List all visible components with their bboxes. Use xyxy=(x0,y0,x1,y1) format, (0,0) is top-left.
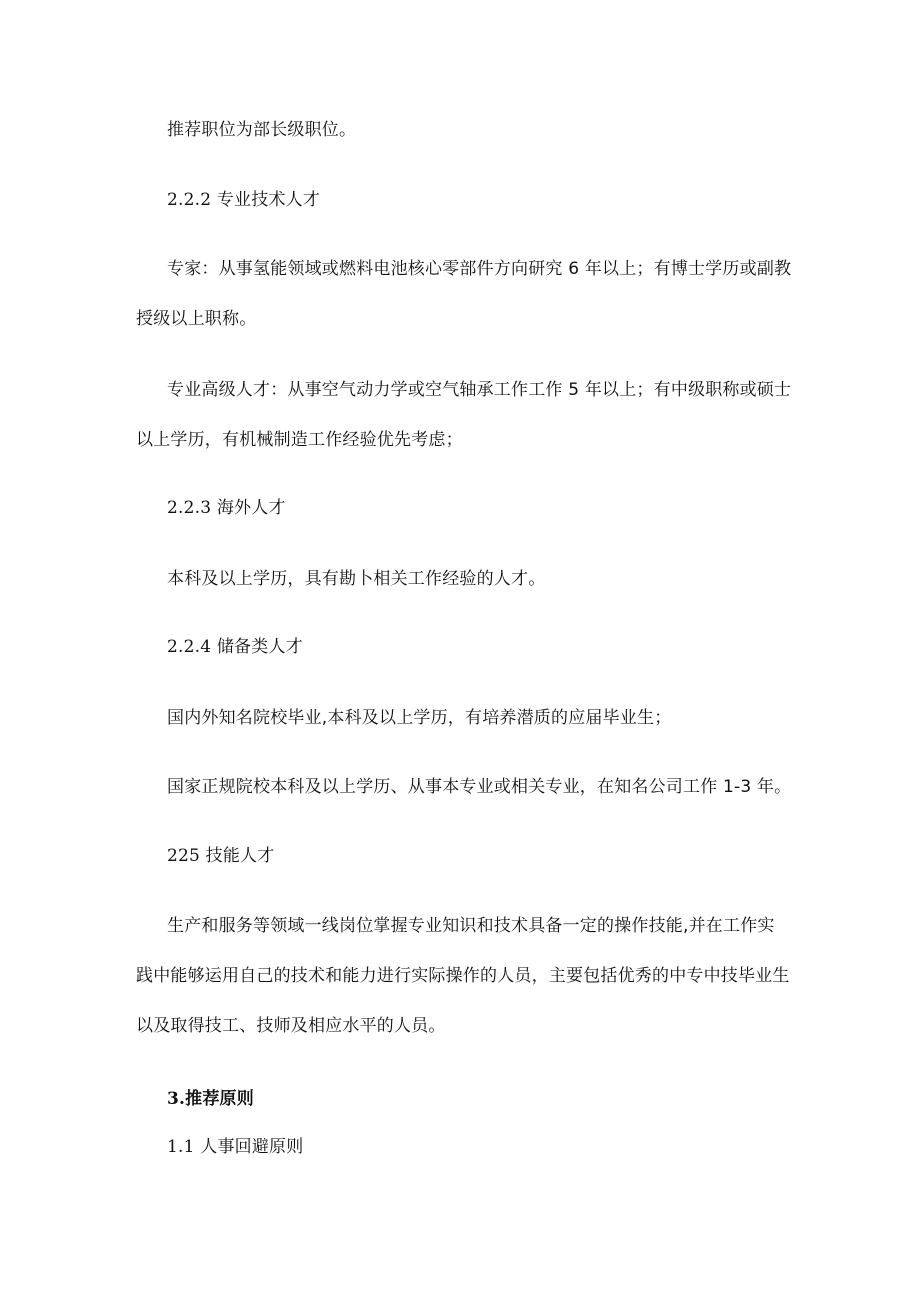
paragraph-senior-talent-line-1: 专业高级人才：从事空气动力学或空气轴承工作工作 5 年以上；有中级职称或硕士 xyxy=(167,380,792,400)
heading-2-2-3: 2.2.3 海外人才 xyxy=(167,498,286,518)
paragraph-reserve-line-2: 国家正规院校本科及以上学历、从事本专业或相关专业，在知名公司工作 1-3 年。 xyxy=(167,777,792,797)
paragraph-senior-talent-line-2: 以上学历，有机械制造工作经验优先考虑； xyxy=(136,430,463,450)
paragraph-skilled-line-3: 以及取得技工、技师及相应水平的人员。 xyxy=(136,1016,446,1036)
heading-2-2-4: 2.2.4 储备类人才 xyxy=(167,637,303,657)
heading-1-1-avoidance: 1.1 人事回避原则 xyxy=(167,1137,304,1157)
heading-3-principles: 3.推荐原则 xyxy=(167,1089,254,1109)
paragraph-skilled-line-1: 生产和服务等领域一线岗位掌握专业知识和技术具备一定的操作技能,并在工作实 xyxy=(167,916,775,936)
paragraph-reserve-line-1: 国内外知名院校毕业,本科及以上学历，有培养潜质的应届毕业生； xyxy=(167,708,672,728)
paragraph-recommended-position: 推荐职位为部长级职位。 xyxy=(167,120,357,140)
paragraph-expert-line-2: 授级以上职称。 xyxy=(136,309,257,329)
heading-2-2-2: 2.2.2 专业技术人才 xyxy=(167,190,321,210)
heading-2-2-5: 225 技能人才 xyxy=(167,846,275,866)
paragraph-expert-line-1: 专家：从事氢能领域或燃料电池核心零部件方向研究 6 年以上；有博士学历或副教 xyxy=(167,259,792,279)
paragraph-skilled-line-2: 践中能够运用自己的技术和能力进行实际操作的人员，主要包括优秀的中专中技毕业生 xyxy=(136,966,790,986)
paragraph-overseas-talent: 本科及以上学历，具有勘卜相关工作经验的人才。 xyxy=(167,569,546,589)
